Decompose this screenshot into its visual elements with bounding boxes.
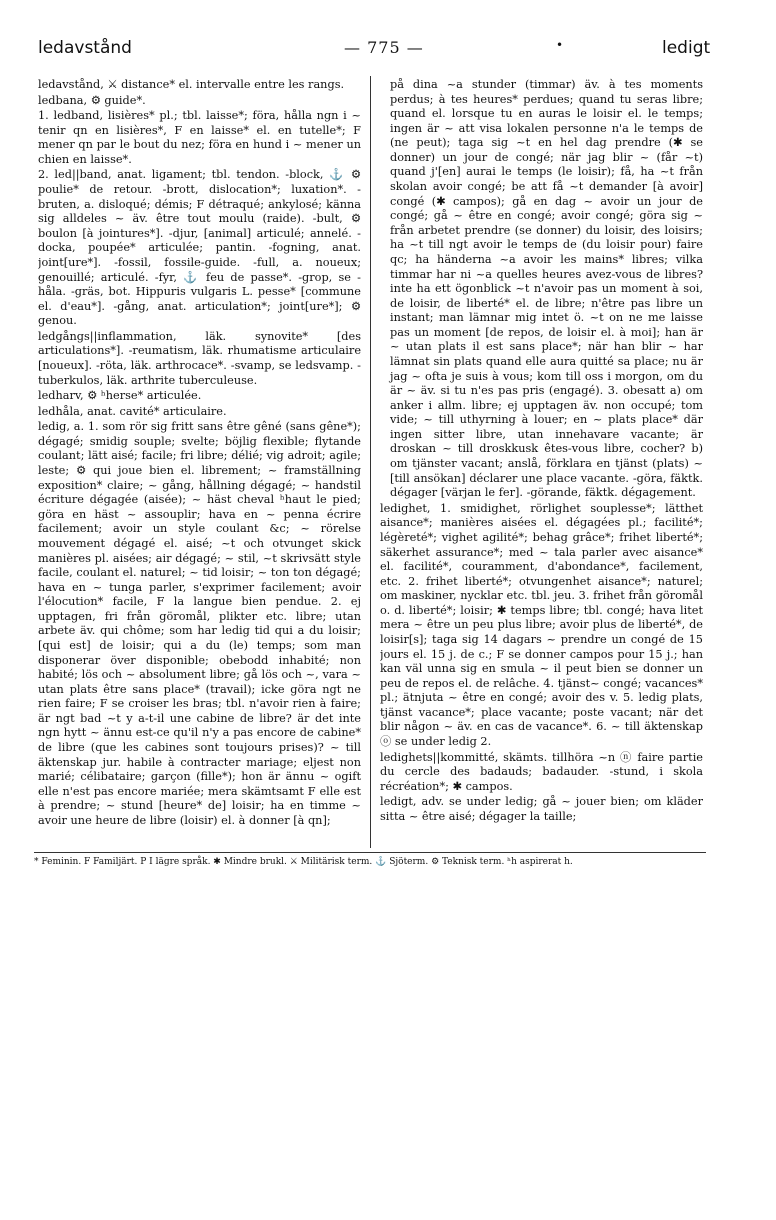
left-column — [38, 78, 361, 848]
page-header — [38, 38, 776, 72]
entry-ledig: ledig, a. 1. som rör sig fritt sans être gêné (sans gêne*); dégagé; smidig souple; svelte; böjlig flexible; flytande coulant; lätt aisé; facile; fri libre; délié; vig adroit; agile; leste; ⚙ qui joue bien el. librement; ~ framställning exposition* claire; ~ gång, hållning dégagé; ~ handstil écriture dégagée (aisée); ~ häst cheval ʰhaut le pied; göra en häst ~ assouplir; hava en ~ penna écrire facilement; avoir un style coulant &c; ~ rörelse mouvement dégagé el. aisé; ~t och otvunget skick manières pl. aisées; air dégagé; ~ stil, ~t skrivsätt style facile, coulant el. naturel; ~ tid loisir; ~ ton ton dégagé; hava en ~ tunga parler, s'exprimer facilement; avoir l'élocution* facile, F la langue bien pendue. 2. ej upptagen, fri från göromål, plikter etc. libre; utan arbete äv. qui chôme; som har ledig tid qui a du loisir; [qui est] de loisir; qui a du (le) temps; som man disponerar över disponible; obebodd inhabité; non habité; lös och ~ absolument libre; gå lös och ~, vara ~ utan plats être sans place* (travail); icke göra ngt ne rien faire; F se croiser les bras; tbl. n'avoir rien à faire; är ngt bad ~t y a-t-il une cabine de libre? är det inte ngn hytt ~ ännu est-ce qu'il n'y a pas encore de cabine* de libre (que les cabines sont toujours prises)? ~ till äktenskap jur. habile à contracter mariage; eljest non marié; célibataire; garçon (fille*); hon är ännu ~ ogift elle n'est pas encore mariée; mera skämtsamt F elle est à prendre; ~ stund [heure* de] loisir; ha en timme ~ avoir une heure de libre (loisir) el. à donner [à qn]; — [38, 420, 361, 827]
column-divider — [370, 76, 371, 848]
entry-ledharv: ledharv, ⚙ ʰherse* articulée. — [38, 389, 202, 403]
right-column — [380, 78, 703, 848]
entry-ledig-continued: på dina ~a stunder (timmar) äv. à tes moments perdus; à tes heures* perdues; quand tu seras libre; quand el. lorsque tu en auras le loisir el. le temps; ingen är ~ att visa lokalen personne n'a le temps de (ne peut); taga sig ~t en hel dag prendre (✱ se donner) un jour de congé; när jag blir ~ (får ~t) quand j'[en] aurai le temps (le loisir); få, ha ~t från skolan avoir congé; be att få ~t demander [à avoir] congé (✱ campos); gå en dag ~ avoir un jour de congé; gå ~ être en congé; avoir congé; göra sig ~ från arbetet prendre (se donner) du loisir, des loisirs; ha ~t till ngt avoir le temps de (du loisir pour) faire qc; ha händerna ~a avoir les mains* libres; vilka timmar har ni ~a quelles heures avez-vous de libres? inte ha ett ögonblick ~t n'avoir pas un moment à soi, de loisir, de liberté* el. de libre; n'être pas libre un instant; man lämnar mig intet ö. ~t on ne me laisse pas un moment [de repos, de loisir el. à moi]; han är ~ utan plats il est sans place*; när han blir ~ har lämnat sin plats quand elle aura quitté sa place; nu är jag ~ ofta je suis à vous; kom till oss i morgon, om du är ~ äv. si tu n'es pas pris (engagé). 3. obesatt a) om anker i allm. libre; ej upptagen äv. non occupé; tom vide; ~ till uthyrning à louer; en ~ plats place* där ingen sitter libre, utan innehavare vacante; är droskan ~ till droskkusk êtes-vous libre, cocher? b) om tjänster vacant; anslå, förklara en tjänst (plats) ~ [till ansökan] déclarer une place vacante. -göra, fäktk. dégager [värjan le fer]. -görande, fäktk. dégagement. — [390, 78, 703, 500]
entry-ledhala: ledhåla, anat. cavité* articulaire. — [38, 404, 227, 418]
right-guide-word: ledigt — [662, 38, 711, 58]
entry-ledighet: ledighet, 1. smidighet, rörlighet souplesse*; lätthet aisance*; manières aisées el. dégagées pl.; facilité*; légèreté*; vighet agilité*; behag grâce*; frihet liberté*; säkerhet assurance*; med ~ tala parler avec aisance* el. facilité*, couramment, d'abondance*, facilement, etc. 2. frihet liberté*; otvungenhet aisance*; naturel; om maskiner, nycklar etc. tbl. jeu. 3. frihet från göromål o. d. liberté*; loisir; ✱ temps libre; tbl. congé; hava litet mera ~ être un peu plus libre; avoir plus de liberté*, de loisir[s]; taga sig 14 dagars ~ prendre un congé de 15 jours el. 15 j. de c.; F se donner campos pour 15 j.; han kan väl unna sig en smula ~ il peut bien se donner un peu de repos el. de relâche. 4. tjänst~ congé; vacances* pl.; ätnjuta ~ être en congé; avoir des v. 5. ledig plats, tjänst vacance*; place vacante; poste vacant; när det blir någon ~ äv. en cas de vacance*. 6. ~ till äktenskap ⓞ se under ledig 2. — [380, 501, 703, 749]
entry-ledigt: ledigt, adv. se under ledig; gå ~ jouer bien; om kläder sitta ~ être aisé; dégager la taille; — [380, 795, 703, 823]
footnote-divider — [34, 852, 706, 853]
entry-ledavstand: ledavstånd, ⚔ distance* el. intervalle entre les rangs. — [38, 78, 345, 91]
entry-ledighetskommitte: ledighets||kommitté, skämts. tillhöra ~n ⓝ faire partie du cercle des badauds; badauder. -stund, i skola récréation*; ✱ campos. — [380, 750, 703, 793]
entry-ledband-1: 1. ledband, lisières* pl.; tbl. laisse*; föra, hålla ngn i ~ tenir qn en lisières*, F en laisse* el. en tutelle*; F mener qn par le bout du nez; föra en hund i ~ mener un chien en laisse*. — [38, 109, 361, 166]
left-guide-word: ledavstånd — [38, 38, 132, 58]
entry-ledband-2: 2. led||band, anat. ligament; tbl. tendon. -block, ⚓ ⚙ poulie* de retour. -brott, dislocation*; luxation*. -bruten, a. disloqué; démis; F détraqué; ankylosé; känna sig alldeles ~ äv. être tout moulu (raide). -bult, ⚙ boulon [à jointures*]. -djur, [animal] articulé; annelé. -docka, poupée* articulée; pantin. -fogning, anat. joint[ure*]. -fossil, fossile-guide. -full, a. noueux; genouillé; articulé. -fyr, ⚓ feu de passe*. -grop, se -håla. -gräs, bot. Hippuris vulgaris L. pesse* [commune el. d'eau*]. -gång, anat. articulation*; joint[ure*]; ⚙ genou. — [38, 168, 361, 328]
entry-ledgangs: ledgångs||inflammation, läk. synovite* [des articulations*]. -reumatism, läk. rhumatisme articulaire [noueux]. -röta, läk. arthrocace*. -svamp, se ledsvamp. -tuberkulos, läk. arthrite tuberculeuse. — [38, 329, 361, 387]
header-dot: • — [556, 38, 564, 52]
abbreviation-legend: * Feminin. F Familjärt. P I lägre språk. ✱ Mindre brukl. ⚔ Militärisk term. ⚓ Sjöterm. ⚙ Teknisk term. ʰh aspirerat h. — [34, 857, 573, 867]
page-number: — 775 — — [344, 38, 424, 57]
entry-ledbana: ledbana, ⚙ guide*. — [38, 93, 146, 107]
